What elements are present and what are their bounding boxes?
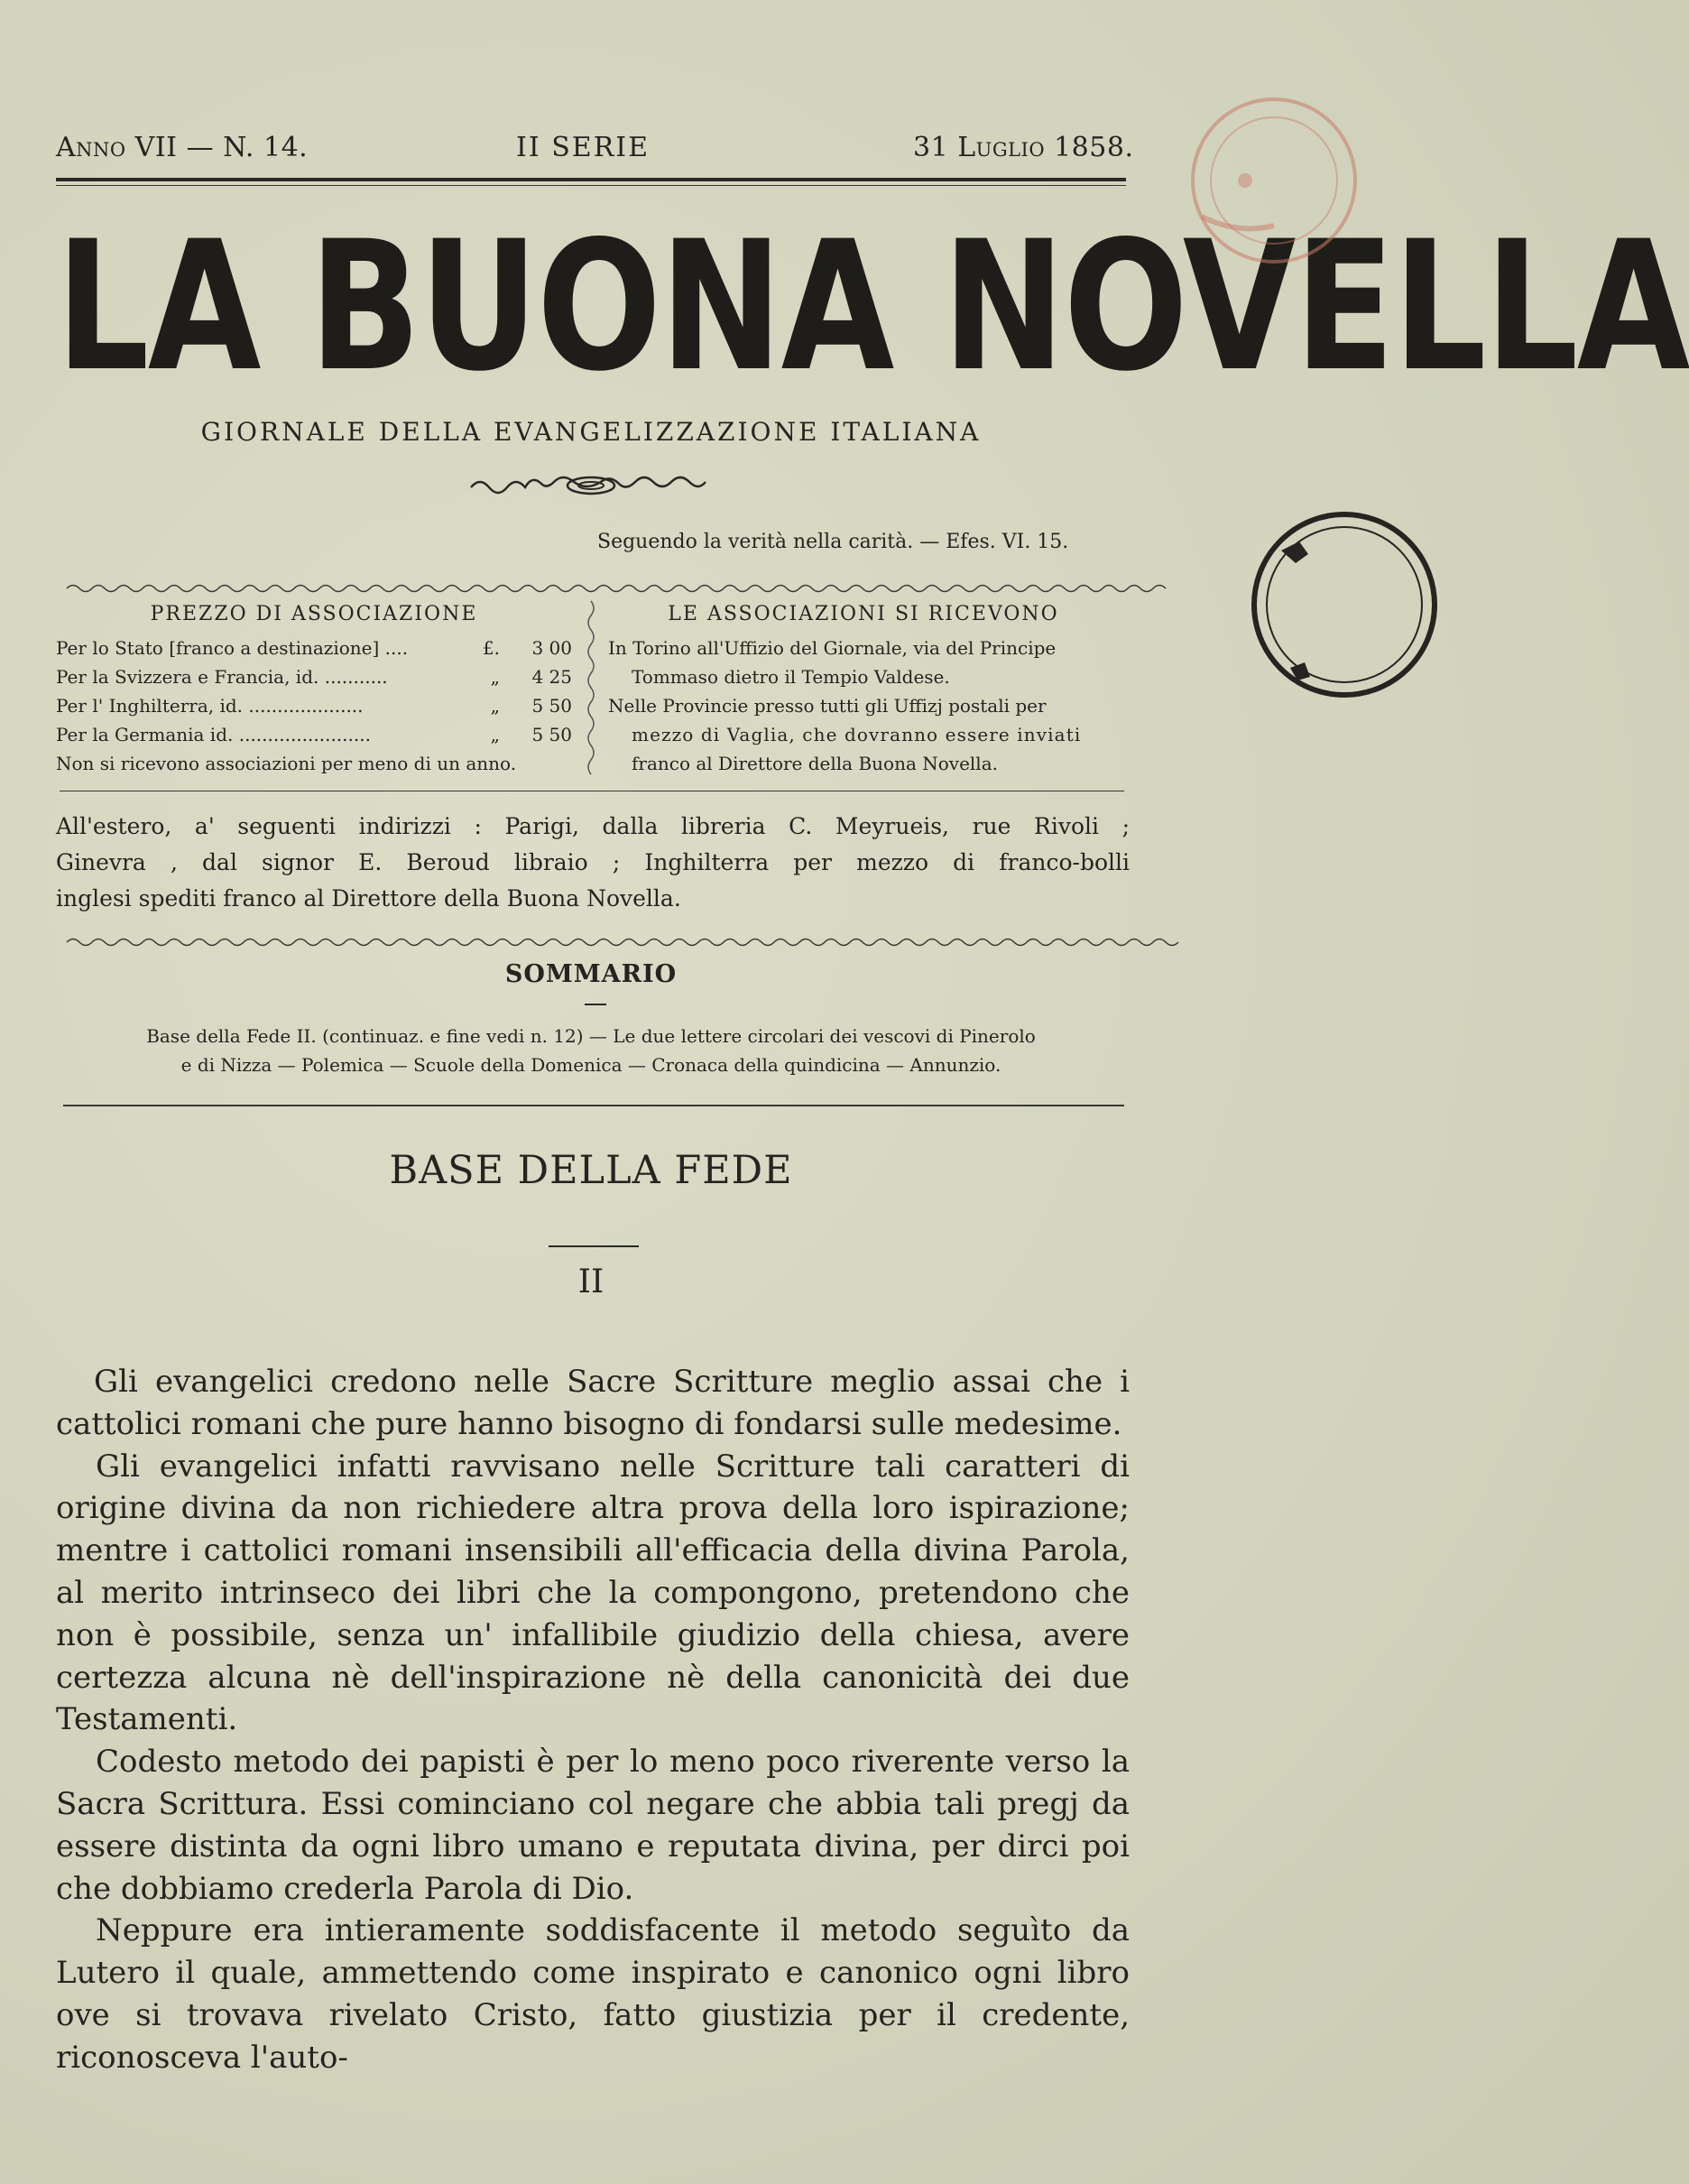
ornament-flourish-icon — [469, 467, 713, 504]
sommario-title: SOMMARIO — [504, 960, 678, 988]
wave-divider — [67, 935, 1126, 949]
sommario-line: e di Nizza — Polemica — Scuole della Domenica — Cronaca della quindicina — Annunzio. — [180, 1054, 1001, 1076]
sommario-dash — [585, 1004, 606, 1005]
header-rule — [56, 178, 1126, 181]
estero-line: inglesi spediti franco al Direttore della Buona Novella. — [56, 885, 681, 912]
price-title: PREZZO DI ASSOCIAZIONE — [150, 603, 478, 625]
wave-divider — [67, 581, 1126, 596]
article-body — [56, 1361, 1130, 2079]
sommario-line: Base della Fede II. (continuaz. e fine vedi n. 12) — Le due lettere circolari dei vescovi di Pinerolo — [146, 1025, 1036, 1047]
section-rule — [63, 1105, 1124, 1106]
price-row: Per l' Inghilterra, id. .................... „ 5 50 — [56, 695, 572, 717]
article-title: BASE DELLA FEDE — [389, 1148, 793, 1193]
title-rule — [549, 1245, 639, 1247]
article-paragraph: Gli evangelici credono nelle Sacre Scritture meglio assai che i cattolici romani che pure hanno bisogno di fondarsi sulle medesime. — [56, 1364, 1130, 1442]
receive-line: In Torino all'Uffizio del Giornale, via del Principe — [608, 637, 1057, 659]
subscription-note: Non si ricevono associazioni per meno di un anno. — [56, 753, 517, 774]
header-rule-thin — [56, 185, 1126, 186]
round-stamp-icon — [1245, 487, 1328, 722]
estero-line: Ginevra , dal signor E. Beroud libraio ; Inghilterra per mezzo di franco-bolli — [56, 849, 1130, 875]
brace-divider — [585, 601, 597, 778]
library-stamp-icon — [1139, 126, 1328, 262]
article-paragraph: Gli evangelici infatti ravvisano nelle Scritture tali caratteri di origine divina da non richiedere altra prova della loro ispirazione; mentre i cattolici romani insensibili all'efficacia della divina Parola, al merito intrinseco dei libri che la compongono, pretendono che non è possibile, senza un' infallibile giudizio della chiesa, avere certezza alcuna nè dell'inspirazione nè della canonicità dei due Testamenti. — [56, 1448, 1130, 1738]
article-number: II — [577, 1263, 605, 1300]
masthead-subtitle: GIORNALE DELLA EVANGELIZZAZIONE ITALIANA — [200, 417, 982, 447]
receive-line: mezzo di Vaglia, che dovranno essere inviati — [632, 724, 1082, 745]
series-label: II SERIE — [516, 132, 651, 163]
receive-title: LE ASSOCIAZIONI SI RICEVONO — [668, 603, 1059, 625]
price-row: Per lo Stato [franco a destinazione] .... £. 3 00 — [56, 637, 572, 659]
receive-line: Nelle Provincie presso tutti gli Uffizj postali per — [608, 695, 1047, 717]
issue-number: Anno VII — N. 14. — [56, 132, 309, 163]
masthead-motto: Seguendo la verità nella carità. — Efes. VI. 15. — [597, 531, 1069, 553]
receive-line: franco al Direttore della Buona Novella. — [632, 753, 998, 774]
issue-date: 31 Luglio 1858. — [913, 132, 1134, 163]
article-paragraph: Neppure era intieramente soddisfacente il metodo seguìto da Lutero il quale, ammettendo come inspirato e canonico ogni libro ove si trovava rivelato Cristo, fatto giustizia per il credente, riconosceva l'auto- — [56, 1912, 1130, 2076]
article-paragraph: Codesto metodo dei papisti è per lo meno poco riverente verso la Sacra Scrittura. Essi cominciano col negare che abbia tali pregj da essere distinta da ogni libro umano e reputata divina, per dirci poi che dobbiamo crederla Parola di Dio. — [56, 1744, 1130, 1907]
price-row: Per la Svizzera e Francia, id. ........... „ 4 25 — [56, 666, 572, 688]
price-row: Per la Germania id. ....................... „ 5 50 — [56, 724, 572, 745]
receive-line: Tommaso dietro il Tempio Valdese. — [632, 666, 950, 688]
masthead-title: LA BUONA NOVELLA — [56, 202, 1689, 411]
estero-line: All'estero, a' seguenti indirizzi : Parigi, dalla libreria C. Meyrueis, rue Rivoli ; — [56, 813, 1130, 839]
